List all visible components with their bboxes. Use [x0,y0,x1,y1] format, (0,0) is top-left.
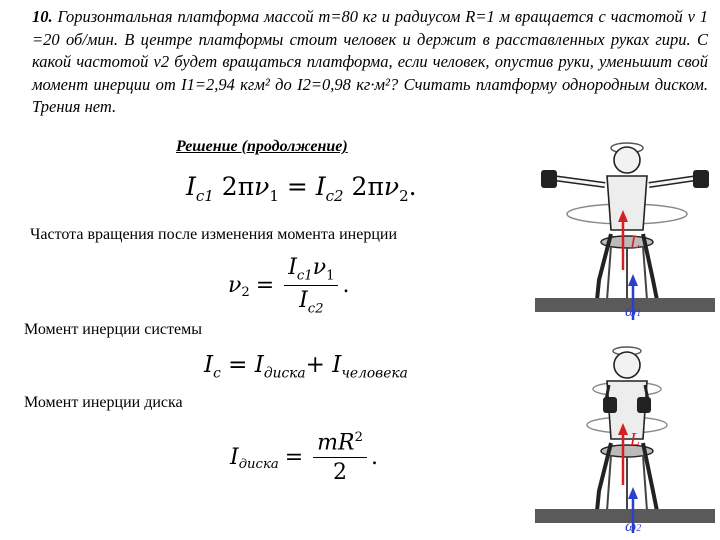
solution-heading: Решение (продолжение) [176,138,348,155]
caption-disk: Момент инерции диска [24,394,183,411]
omega-label: ω2 [625,518,642,535]
problem-number: 10. [32,7,53,26]
disk-inertia-equation: I $_{диска}$ = $\frac{mR^2}{2}$ . [230,430,378,486]
momentum-equation: $I_{c1}$ $2\pi\nu_1 = I_{c2}$ $2\pi\nu_2$. [186,172,417,205]
system-inertia-equation: $I_c = I_{диска}+ I_{человека}$ [204,352,408,382]
problem-text: Горизонтальная платформа массой m=80 кг и радиусом R=1 м вращается с частотой ν 1 =20 об/мин. В центре платформы стоит человек и держит в расставленных руках гири. С какой частотой ν2 будет вращаться платформа, если человек, опустив руки, уменьшит свой момент инерции от I1=2,94 кгм² до I2=0,98 кг·м²? Считать платформу однородным диском. Трения нет. [32,7,709,116]
caption-frequency: Частота вращения после изменения момента инерции [30,226,398,243]
person-arms-lowered-illustration [535,335,715,535]
L-label: L [630,429,641,449]
L-label: L [630,232,641,252]
frequency-equation: ν $_2$ = $\frac{I_{c1}\nu_1}{I_{c2}}$ . [228,255,350,317]
person-arms-extended-illustration [535,130,715,320]
omega-label: ω1 [625,303,642,320]
caption-system: Момент инерции системы [24,321,202,338]
problem-statement [32,6,708,119]
